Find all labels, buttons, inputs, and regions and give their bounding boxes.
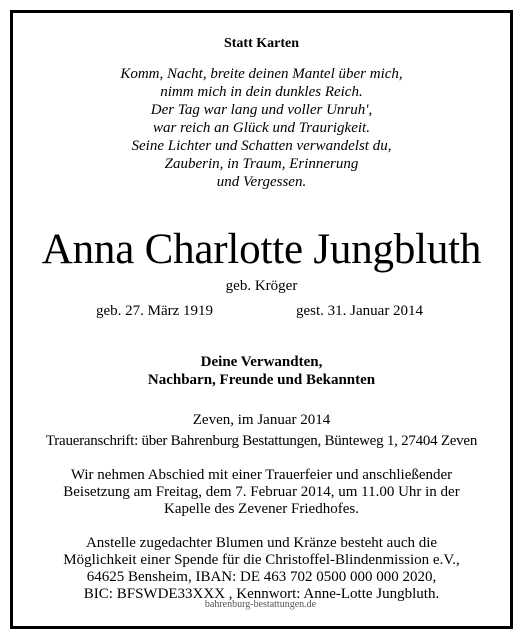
birth-date: geb. 27. März 1919 (96, 303, 214, 319)
funeral-line: Kapelle des Zevener Friedhofes. (164, 501, 359, 517)
donation-line: 64625 Bensheim, IBAN: DE 463 702 0500 000 000 2020, (86, 569, 437, 585)
poem-line: und Vergessen. (216, 174, 307, 190)
funeral-details (13, 467, 510, 518)
poem-line: war reich an Glück und Traurigkeit. (153, 120, 370, 136)
place-date: Zeven, im Januar 2014 (192, 412, 331, 428)
funeral-line: Wir nehmen Abschied mit einer Trauerfeier und anschließender (70, 467, 453, 483)
maiden-name: geb. Kröger (225, 278, 298, 294)
mourners (13, 353, 510, 389)
poem-line: Der Tag war lang und voller Unruh', (150, 102, 373, 118)
poem-line: Seine Lichter und Schatten verwandelst du, (131, 138, 392, 154)
death-date: gest. 31. Januar 2014 (296, 303, 424, 319)
donation-line: Anstelle zugedachter Blumen und Kränze besteht auch die (85, 535, 438, 551)
deceased-name: Anna Charlotte Jungbluth (41, 226, 482, 273)
notice-title: Statt Karten (223, 36, 300, 51)
mourning-address: Traueranschrift: über Bahrenburg Bestattungen, Bünteweg 1, 27404 Zeven (45, 433, 478, 449)
donation-info (13, 535, 510, 603)
poem-line: Komm, Nacht, breite deinen Mantel über mich, (120, 66, 403, 82)
poem (13, 65, 510, 191)
poem-line: nimm mich in dein dunkles Reich. (160, 84, 363, 100)
donation-line: Möglichkeit einer Spende für die Christoffel-Blindenmission e.V., (63, 552, 460, 568)
mourners-line: Deine Verwandten, (200, 354, 323, 370)
obituary-notice (10, 10, 513, 629)
mourners-line: Nachbarn, Freunde und Bekannten (147, 372, 376, 388)
poem-line: Zauberin, in Traum, Erinnerung (164, 156, 359, 172)
donation-line: BIC: BFSWDE33XXX , Kennwort: Anne-Lotte Jungbluth. (83, 586, 440, 602)
funeral-line: Beisetzung am Freitag, dem 7. Februar 2014, um 11.00 Uhr in der (63, 484, 460, 500)
website-credit: bahrenburg-bestattungen.de (204, 599, 317, 610)
